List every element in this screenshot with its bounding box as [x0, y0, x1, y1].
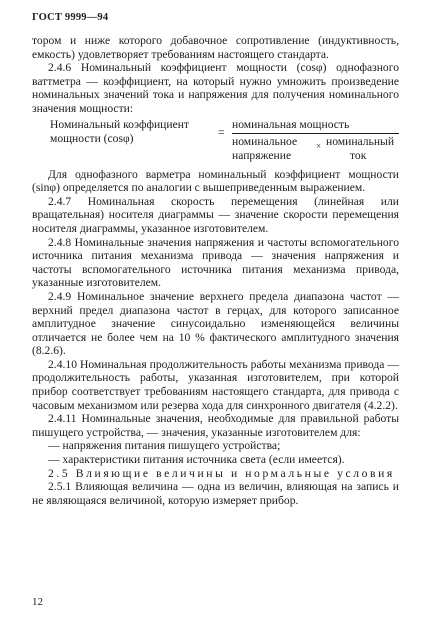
list-item-light-source: — характеристики питания источника света (если имеется).	[48, 453, 345, 467]
formula-denominator	[232, 134, 399, 164]
list-item-supply-voltage: — напряжения питания пишущего устройства;	[48, 439, 281, 453]
document-body	[32, 34, 399, 507]
paragraph-2-4-11: 2.4.11 Номинальные значения, необходимые для правильной работы пишущего устройства, — значения, указанные изготовителем для:	[32, 412, 399, 439]
formula-fraction	[232, 118, 399, 164]
paragraph-varmeter: Для однофазного варметра номинальный коэффициент мощности (sinφ) определяется по аналогии с вышеприведенным выражением.	[32, 167, 399, 195]
formula-left-line1: Номинальный коэффициент	[50, 117, 189, 131]
paragraph-2-4-9: 2.4.9 Номинальное значение верхнего предела диапазона частот — верхний предел диапазона частот в герцах, для которого записанное амплитудное значение синусоидально изменяющейся величины отличается не более чем на 10 % фактического амплитудного значения (8.2.6).	[32, 289, 399, 358]
paragraph-2-4-7: 2.4.7 Номинальная скорость перемещения (линейная или вращательная) носителя диаграммы — значение скорости перемещения носителя диаграммы, указанное изготовителем.	[32, 194, 399, 235]
paragraph-2-4-6: 2.4.6 Номинальный коэффициент мощности (cosφ) однофазного ваттметра — коэффициент, на который нужно умножить произведение номинальных значений тока и напряжения для получения номинального значения мощности:	[32, 61, 399, 115]
paragraph-2-5-1: 2.5.1 Влияющая величина — одна из величин, влияющая на запись и не являющаяся величиной, которую измеряет прибор.	[32, 480, 399, 507]
section-heading-2-5: 2.5 Влияющие величины и нормальные условия	[48, 466, 395, 480]
formula-equals-sign: =	[218, 125, 225, 139]
formula-times-sign: ×	[316, 140, 322, 151]
formula-numerator: номинальная мощность	[232, 118, 399, 134]
formula-den-word2-line1: номинальный	[326, 134, 395, 148]
formula-den-word2-line2: ток	[350, 148, 367, 162]
power-factor-formula	[32, 118, 399, 162]
document-header: ГОСТ 9999—94	[32, 12, 109, 23]
paragraph-continuation: тором и ниже которого добавочное сопротивление (индуктивность, емкость) удовлетворяет требованиям настоящего стандарта.	[32, 34, 399, 61]
formula-den-word1-line2: напряжение	[232, 148, 292, 162]
formula-left-side	[50, 118, 210, 146]
formula-left-line2: мощности (cosφ)	[50, 131, 134, 145]
page-number: 12	[32, 596, 43, 608]
paragraph-2-4-10: 2.4.10 Номинальная продолжительность работы механизма привода — продолжительность работы, указанная изготовителем, при которой прибор соответствует требованиям настоящего стандарта, для привода с часовым механизмом или резерва хода для синхронного двигателя (4.2.2).	[32, 357, 399, 412]
paragraph-2-4-8: 2.4.8 Номинальные значения напряжения и частоты вспомогательного источника питания механизма привода — значения напряжения и частоты вспомогательного источника питания механизма привода, указанные изготовителем.	[32, 235, 399, 290]
formula-den-word1-line1: номинальное	[232, 134, 298, 148]
